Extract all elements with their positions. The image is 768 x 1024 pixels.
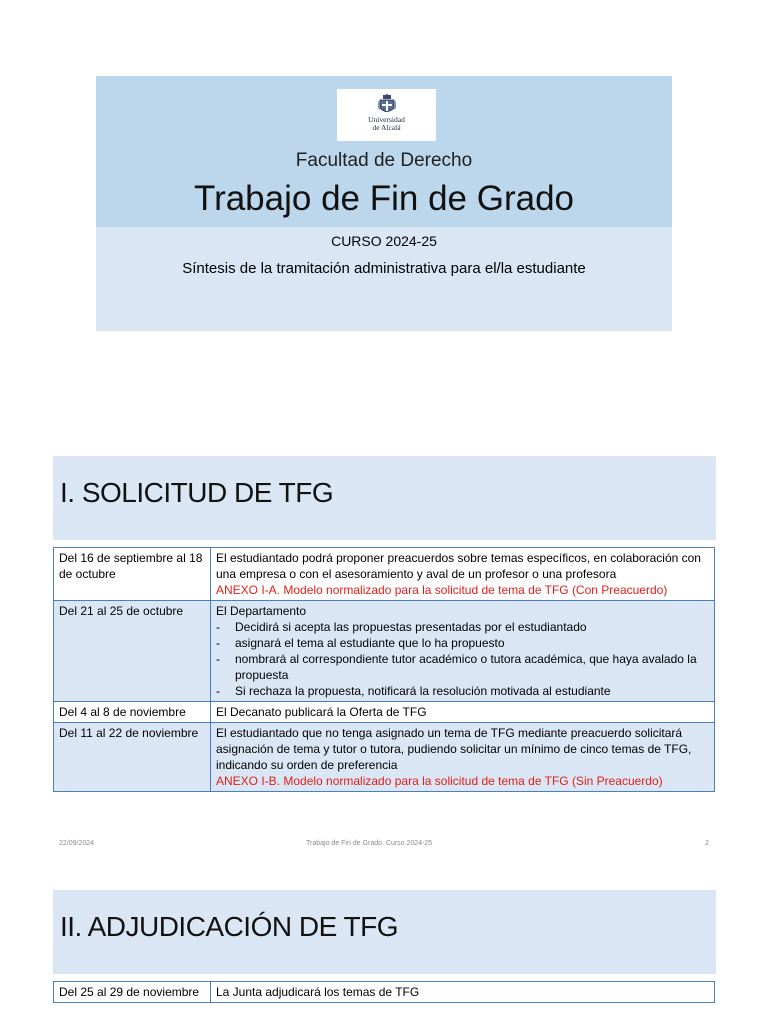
university-crest-icon <box>377 94 397 116</box>
row-date: Del 16 de septiembre al 18 de octubre <box>54 548 211 601</box>
row-description: La Junta adjudicará los temas de TFG <box>211 982 715 1003</box>
table-row <box>54 982 715 1003</box>
logo-line-2: de Alcalá <box>372 123 401 132</box>
row-date: Del 21 al 25 de octubre <box>54 601 211 702</box>
row-description <box>211 723 715 792</box>
row-date: Del 25 al 29 de noviembre <box>54 982 211 1003</box>
row-description <box>211 548 715 601</box>
department-actions-list <box>216 619 709 699</box>
page-title: Trabajo de Fin de Grado <box>193 179 575 218</box>
table-row <box>54 702 715 723</box>
row-description <box>211 601 715 702</box>
footer-date: 22/09/2024 <box>59 840 95 847</box>
row-date: Del 11 al 22 de noviembre <box>54 723 211 792</box>
subtitle: Síntesis de la tramitación administrativa para el/la estudiante <box>182 260 586 277</box>
row-text: El estudiantado podrá proponer preacuerdos sobre temas específicos, en colaboración con una empresa o con el asesoramiento y aval de un profesor o una profesora <box>216 551 701 581</box>
list-item: - nombrará al correspondiente tutor académico o tutora académica, que haya avalado la propuesta <box>216 651 709 683</box>
annex-reference: ANEXO I-B. Modelo normalizado para la solicitud de tema de TFG (Sin Preacuerdo) <box>216 774 663 788</box>
row-text: El Departamento <box>216 604 307 618</box>
table-row <box>54 601 715 702</box>
row-text: El estudiantado que no tenga asignado un tema de TFG mediante preacuerdo solicitará asignación de tema y tutor o tutora, pudiendo solicitar un mínimo de cinco temas de TFG, indicando su orden de preferencia <box>216 726 692 772</box>
footer-page-number: 2 <box>705 840 709 847</box>
list-item: - Si rechaza la propuesta, notificará la resolución motivada al estudiante <box>216 683 709 699</box>
faculty-name: Facultad de Derecho <box>295 150 473 171</box>
list-item: - Decidirá si acepta las propuestas presentadas por el estudiantado <box>216 619 709 635</box>
logo-line-1: Universidad <box>368 115 405 124</box>
university-logo <box>337 89 436 141</box>
section-2-table <box>53 981 715 1003</box>
table-row <box>54 548 715 601</box>
footer-title: Trabajo de Fin de Grado. Curso 2024-25 <box>306 840 433 847</box>
table-row <box>54 723 715 792</box>
row-description: El Decanato publicará la Oferta de TFG <box>211 702 715 723</box>
annex-reference: ANEXO I-A. Modelo normalizado para la solicitud de tema de TFG (Con Preacuerdo) <box>216 583 668 597</box>
course-label: CURSO 2024-25 <box>331 233 437 249</box>
section-1-table <box>53 547 715 792</box>
row-date: Del 4 al 8 de noviembre <box>54 702 211 723</box>
section-1-title: I. SOLICITUD DE TFG <box>60 477 334 508</box>
section-2-title: II. ADJUDICACIÓN DE TFG <box>60 911 399 942</box>
cover-slide <box>96 76 672 331</box>
list-item: - asignará el tema al estudiante que lo ha propuesto <box>216 635 709 651</box>
